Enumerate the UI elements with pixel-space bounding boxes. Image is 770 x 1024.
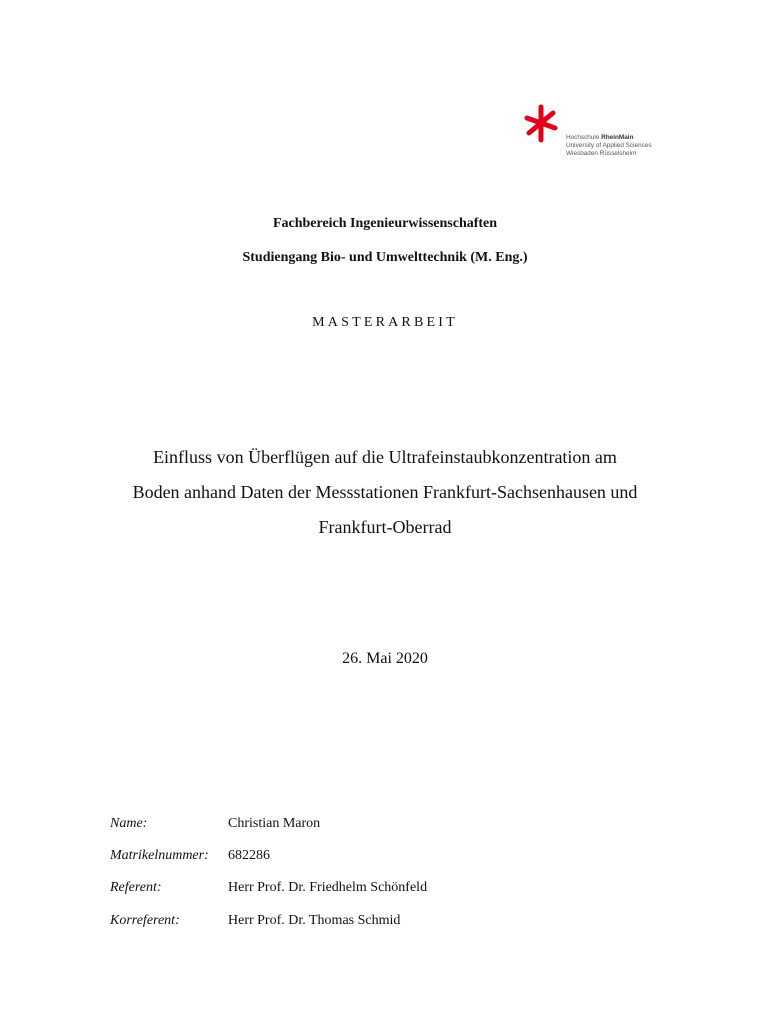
name-label: Name: [110,816,148,831]
referent-label: Referent: [110,880,162,895]
asterisk-logo-icon [524,104,564,144]
matrikel-label: Matrikelnummer: [110,848,209,863]
university-logo [524,104,674,160]
title-line-1: Einfluss von Überflügen auf die Ultrafeinstaubkonzentration am [153,447,617,467]
submission-date: 26. Mai 2020 [342,650,428,667]
logo-line-2: University of Applied Sciences [566,142,652,149]
name-value: Christian Maron [228,816,321,831]
title-line-2: Boden anhand Daten der Messstationen Frankfurt-Sachsenhausen und [132,482,638,502]
document-type: MASTERARBEIT [312,315,458,330]
thesis-title [0,440,770,545]
title-line-3: Frankfurt-Oberrad [318,517,452,537]
program-heading: Studiengang Bio- und Umwelttechnik (M. Eng.) [242,250,528,265]
department-heading: Fachbereich Ingenieurwissenschaften [272,216,498,231]
logo-line-3: Wiesbaden Rüsselsheim [566,150,637,157]
korreferent-value: Herr Prof. Dr. Thomas Schmid [228,913,401,928]
referent-value: Herr Prof. Dr. Friedhelm Schönfeld [228,880,428,895]
logo-wordmark [566,134,652,158]
korreferent-label: Korreferent: [110,913,180,928]
matrikel-value: 682286 [228,848,270,863]
logo-line-1: Hochschule RheinMain [566,134,634,141]
